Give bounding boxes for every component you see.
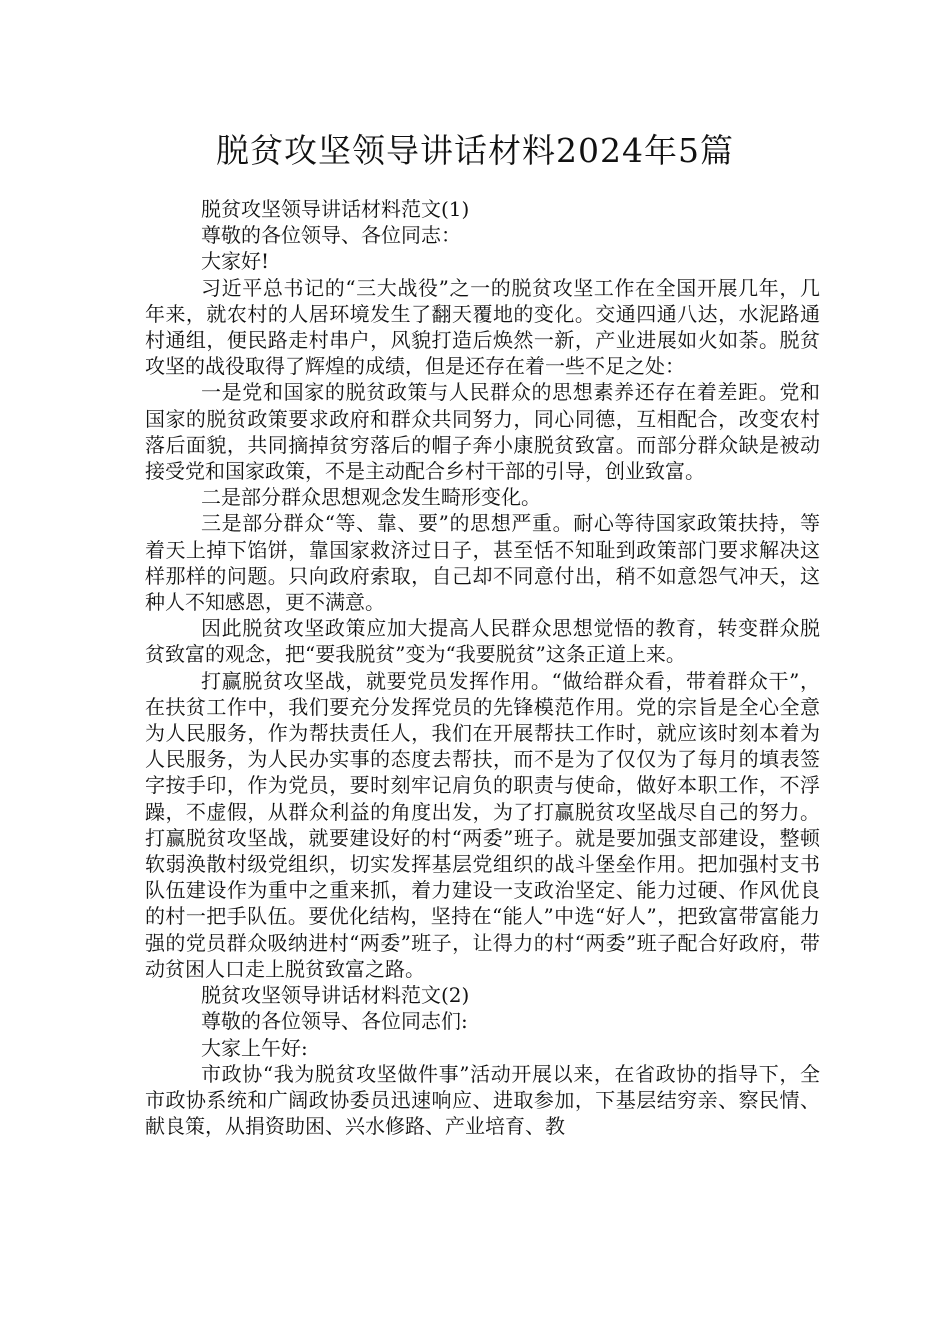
salutation: 尊敬的各位领导、各位同志们: — [201, 1009, 468, 1034]
greeting: 大家好! — [201, 249, 270, 274]
salutation: 尊敬的各位领导、各位同志： — [201, 223, 461, 248]
body-paragraph: 因此脱贫攻坚政策应加大提高人民群众思想觉悟的教育，转变群众脱贫致富的观念，把“要我脱贫”变为“我要脱贫”这条正道上来。 — [145, 616, 820, 667]
body-paragraph: 习近平总书记的“三大战役”之一的脱贫攻坚工作在全国开展几年，几年来，就农村的人居环境发生了翻天覆地的变化。交通四通八达，水泥路通村通组，便民路走村串户，风貌打造后焕然一新，产业进展如火如荼。脱贫攻坚的战役取得了辉煌的成绩，但是还存在着一些不足之处： — [145, 275, 820, 379]
document-title: 脱贫攻坚领导讲话材料2024年5篇 — [216, 131, 734, 170]
body-paragraph: 一是党和国家的脱贫政策与人民群众的思想素养还存在着差距。党和国家的脱贫政策要求政府和群众共同努力，同心同德，互相配合，改变农村落后面貌，共同摘掉贫穷落后的帽子奔小康脱贫致富。而部分群众缺是被动接受党和国家政策，不是主动配合乡村干部的引导，创业致富。 — [145, 380, 820, 484]
section-heading: 脱贫攻坚领导讲话材料范文(2) — [201, 983, 470, 1008]
greeting: 大家上午好: — [201, 1035, 308, 1060]
body-paragraph: 打赢脱贫攻坚战，就要党员发挥作用。“做给群众看，带着群众干”，在扶贫工作中，我们要充分发挥党员的先锋模范作用。党的宗旨是全心全意为人民服务，作为帮扶责任人，我们在开展帮扶工作时，就应该时刻本着为人民服务，为人民办实事的态度去帮扶，而不是为了仅仅为了每月的填表签字按手印，作为党员，要时刻牢记肩负的职责与使命，做好本职工作，不浮躁，不虚假，从群众利益的角度出发，为了打赢脱贫攻坚战尽自己的努力。打赢脱贫攻坚战，就要建设好的村“两委”班子。就是要加强支部建设，整顿软弱涣散村级党组织，切实发挥基层党组织的战斗堡垒作用。把加强村支书队伍建设作为重中之重来抓，着力建设一支政治坚定、能力过硬、作风优良的村一把手队伍。要优化结构，坚持在“能人”中选“好人”，把致富带富能力强的党员群众吸纳进村“两委”班子，让得力的村“两委”班子配合好政府，带动贫困人口走上脱贫致富之路。 — [145, 668, 820, 981]
body-paragraph: 二是部分群众思想观念发生畸形变化。 — [201, 485, 541, 510]
body-paragraph: 市政协“我为脱贫攻坚做件事”活动开展以来，在省政协的指导下，全市政协系统和广阔政协委员迅速响应、进取参加，下基层结穷亲、察民情、献良策，从捐资助困、兴水修路、产业培育、教 — [145, 1061, 820, 1139]
document-body — [145, 196, 820, 1139]
section-heading: 脱贫攻坚领导讲话材料范文(1) — [201, 197, 470, 221]
body-paragraph: 三是部分群众“等、靠、要”的思想严重。耐心等待国家政策扶持，等着天上掉下馅饼，靠国家救济过日子，甚至恬不知耻到政策部门要求解决这样那样的问题。只向政府索取，自己却不同意付出，稍不如意怨气冲天，这种人不知感恩，更不满意。 — [145, 511, 820, 615]
